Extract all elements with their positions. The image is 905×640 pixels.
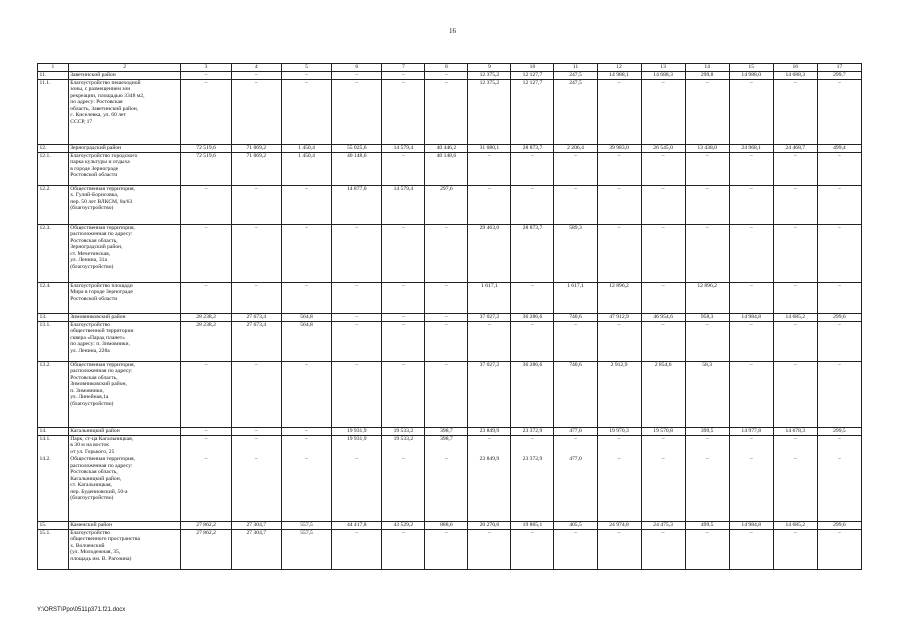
value-cell: – (181, 224, 231, 282)
value-cell: 299,6 (817, 521, 861, 529)
value-cell: 14 685,2 (773, 313, 817, 321)
value-cell: 23 849,9 (468, 456, 511, 521)
value-cell: – (641, 282, 685, 313)
value-cell: 20 270,6 (468, 521, 511, 529)
value-cell: 36 286,6 (511, 313, 554, 321)
value-cell: 2 912,9 (597, 361, 641, 427)
value-cell: 299,8 (685, 71, 729, 79)
value-cell: – (181, 427, 231, 435)
value-cell: – (231, 282, 281, 313)
value-cell: – (425, 361, 468, 427)
value-cell: – (773, 456, 817, 521)
value-cell: 399,5 (685, 427, 729, 435)
value-cell: 24 974,8 (597, 521, 641, 529)
row-name-cell: Благоустройство общественного пространства х. Волченский (ул. Молодежная, 35, площадь им. В. Рагозина) (68, 529, 181, 569)
value-cell: – (382, 71, 425, 79)
row-index-cell: 12.1. (38, 152, 69, 185)
value-cell: 12 375,2 (468, 79, 511, 144)
value-cell: – (641, 79, 685, 144)
value-cell: – (382, 321, 425, 361)
value-cell: – (554, 185, 597, 224)
value-cell: – (231, 224, 281, 282)
value-cell: 589,3 (554, 224, 597, 282)
value-cell: – (641, 152, 685, 185)
value-cell: – (597, 152, 641, 185)
value-cell: – (511, 321, 554, 361)
row-name-cell: Общественная территория, расположенная по адресу: Ростовская область, Кагальницкий район, ст. Кагальницкая, пер. Буденновский, 50-а (благоустройство) (68, 456, 181, 521)
value-cell: 1 617,1 (554, 282, 597, 313)
value-cell: 55 025,6 (332, 144, 382, 152)
value-cell: 14 688,3 (773, 71, 817, 79)
row-index-cell: 13.2. (38, 361, 69, 427)
value-cell: 299,5 (817, 427, 861, 435)
value-cell: – (332, 224, 382, 282)
value-cell: – (332, 313, 382, 321)
value-cell: – (773, 529, 817, 569)
value-cell: 12 375,2 (468, 71, 511, 79)
column-number-header-row (38, 64, 862, 72)
value-cell: – (641, 435, 685, 456)
column-number-header: 17 (817, 64, 861, 72)
value-cell: – (554, 321, 597, 361)
value-cell: – (281, 282, 331, 313)
value-cell: – (773, 185, 817, 224)
value-cell: 247,5 (554, 79, 597, 144)
value-cell: 39 983,0 (597, 144, 641, 152)
value-cell: – (685, 321, 729, 361)
value-cell: – (511, 282, 554, 313)
value-cell: 58,3 (685, 361, 729, 427)
table-row (38, 185, 862, 224)
value-cell: – (382, 79, 425, 144)
row-index-cell: 11. (38, 71, 69, 79)
value-cell: – (425, 224, 468, 282)
value-cell: – (332, 361, 382, 427)
value-cell: 71 069,2 (231, 144, 281, 152)
value-cell: 564,8 (281, 313, 331, 321)
value-cell: 46 954,6 (641, 313, 685, 321)
value-cell: 40 148,6 (425, 152, 468, 185)
value-cell: – (817, 282, 861, 313)
value-cell: – (231, 456, 281, 521)
column-number-header: 11 (554, 64, 597, 72)
value-cell: – (468, 321, 511, 361)
footer-file-path: Y:\ORST\Ppo\0511p371.f21.docx (37, 607, 126, 613)
value-cell: 23 372,9 (511, 456, 554, 521)
value-cell: 14 977,8 (729, 427, 773, 435)
value-cell: 47 912,9 (597, 313, 641, 321)
value-cell: – (729, 456, 773, 521)
value-cell: – (554, 435, 597, 456)
row-name-cell: Благоустройство пешеходной зоны, с размещением зон рекреации, площадью 3348 м2, по адресу: Ростовская область, Заветинский район, с. Киселевка, ул. 60 лет СССР, 17 (68, 79, 181, 144)
value-cell: – (425, 79, 468, 144)
value-cell: 28 873,7 (511, 144, 554, 152)
value-cell: 19 970,3 (597, 427, 641, 435)
value-cell: 1 450,4 (281, 152, 331, 185)
column-number-header: 3 (181, 64, 231, 72)
page-number: 16 (449, 27, 456, 35)
table-row (38, 313, 862, 321)
value-cell: 499,5 (685, 521, 729, 529)
value-cell: – (773, 435, 817, 456)
value-cell: – (181, 282, 231, 313)
value-cell: 477,0 (554, 427, 597, 435)
value-cell: – (231, 79, 281, 144)
value-cell: 24 468,7 (773, 144, 817, 152)
column-number-header: 12 (597, 64, 641, 72)
value-cell: – (729, 529, 773, 569)
value-cell: – (181, 361, 231, 427)
value-cell: 72 519,6 (181, 152, 231, 185)
value-cell: 740,6 (554, 313, 597, 321)
row-index-cell: 12.2. (38, 185, 69, 224)
column-number-header: 5 (281, 64, 331, 72)
row-name-cell: Парк, ст-ца Кагальницкая, в 30 м на восток от ул. Горького, 25 (68, 435, 181, 456)
value-cell: – (773, 152, 817, 185)
value-cell: – (685, 152, 729, 185)
value-cell: – (468, 529, 511, 569)
value-cell: 24 968,1 (729, 144, 773, 152)
row-index-cell: 13. (38, 313, 69, 321)
value-cell: 28 238,2 (181, 321, 231, 361)
row-index-cell: 12. (38, 144, 69, 152)
value-cell: – (231, 361, 281, 427)
column-number-header: 14 (685, 64, 729, 72)
column-number-header: 9 (468, 64, 511, 72)
value-cell: – (511, 185, 554, 224)
value-cell: 37 027,2 (468, 313, 511, 321)
value-cell: – (641, 529, 685, 569)
value-cell: – (231, 71, 281, 79)
value-cell: – (382, 224, 425, 282)
table-row (38, 224, 862, 282)
value-cell: – (685, 435, 729, 456)
value-cell: – (332, 321, 382, 361)
value-cell: – (425, 282, 468, 313)
row-name-cell: Кагальницкий район (68, 427, 181, 435)
value-cell: – (231, 427, 281, 435)
value-cell: – (468, 152, 511, 185)
value-cell: – (554, 152, 597, 185)
value-cell: – (425, 321, 468, 361)
value-cell: 19 931,9 (332, 435, 382, 456)
table-row (38, 144, 862, 152)
value-cell: – (425, 313, 468, 321)
value-cell: 27 862,2 (181, 521, 231, 529)
value-cell: 14 579,4 (382, 144, 425, 152)
value-cell: 27 304,7 (231, 529, 281, 569)
value-cell: 398,7 (425, 427, 468, 435)
row-name-cell: Благоустройство общественной территории сквера «Парад планет» по адресу: п. Зимовники, ул. Ленина, 228а (68, 321, 181, 361)
value-cell: – (231, 435, 281, 456)
row-index-cell: 15. (38, 521, 69, 529)
value-cell: – (281, 224, 331, 282)
value-cell: – (729, 435, 773, 456)
value-cell: 27 862,2 (181, 529, 231, 569)
value-cell: – (597, 185, 641, 224)
value-cell: 27 673,4 (231, 321, 281, 361)
value-cell: – (382, 529, 425, 569)
value-cell: – (382, 456, 425, 521)
value-cell: – (281, 71, 331, 79)
row-index-cell: 12.4. (38, 282, 69, 313)
table-row (38, 529, 862, 569)
value-cell: – (181, 79, 231, 144)
value-cell: 31 080,1 (468, 144, 511, 152)
value-cell: – (281, 435, 331, 456)
row-name-cell: Общественная территория, расположенная по адресу: Ростовская область, Зимовниковский район, п. Зимовники, ул. Линейная,1а (благоустройство) (68, 361, 181, 427)
value-cell: 12 127,7 (511, 79, 554, 144)
value-cell: – (817, 152, 861, 185)
row-name-cell: Зимовниковский район (68, 313, 181, 321)
value-cell: 14 688,3 (641, 71, 685, 79)
value-cell: 14 988,1 (597, 71, 641, 79)
value-cell: – (773, 321, 817, 361)
value-cell: 19 533,2 (382, 427, 425, 435)
value-cell: – (641, 224, 685, 282)
budget-table (37, 63, 862, 570)
row-name-cell: Благоустройство городского парка культуры и отдыха в городе Зернограде Ростовской области (68, 152, 181, 185)
row-name-cell: Каменский район (68, 521, 181, 529)
value-cell: 247,5 (554, 71, 597, 79)
value-cell: 14 579,4 (382, 185, 425, 224)
value-cell: 26 545,0 (641, 144, 685, 152)
value-cell: – (817, 79, 861, 144)
value-cell: 37 027,2 (468, 361, 511, 427)
value-cell: – (281, 456, 331, 521)
value-cell: – (597, 321, 641, 361)
column-number-header: 8 (425, 64, 468, 72)
value-cell: 36 286,6 (511, 361, 554, 427)
value-cell: 557,5 (281, 529, 331, 569)
column-number-header: 2 (68, 64, 181, 72)
value-cell: – (281, 427, 331, 435)
value-cell: – (281, 79, 331, 144)
row-name-cell: Заветинский район (68, 71, 181, 79)
value-cell: – (281, 185, 331, 224)
value-cell: – (817, 361, 861, 427)
value-cell: – (332, 456, 382, 521)
table-body (38, 64, 862, 570)
value-cell: – (554, 529, 597, 569)
value-cell: – (332, 282, 382, 313)
value-cell: 23 849,9 (468, 427, 511, 435)
value-cell: – (773, 224, 817, 282)
value-cell: – (817, 321, 861, 361)
value-cell: – (817, 224, 861, 282)
value-cell: – (729, 361, 773, 427)
table-row (38, 79, 862, 144)
value-cell: – (773, 361, 817, 427)
column-number-header: 13 (641, 64, 685, 72)
value-cell: 28 873,7 (511, 224, 554, 282)
value-cell: – (382, 313, 425, 321)
value-cell: – (511, 435, 554, 456)
value-cell: 19 570,8 (641, 427, 685, 435)
value-cell: – (425, 456, 468, 521)
value-cell: – (817, 529, 861, 569)
column-number-header: 10 (511, 64, 554, 72)
value-cell: 12 896,2 (597, 282, 641, 313)
value-cell: – (597, 435, 641, 456)
row-name-cell: Благоустройство площади Мира в городе Зернограде Ростовской области (68, 282, 181, 313)
value-cell: 297,6 (425, 185, 468, 224)
value-cell: 13 438,0 (685, 144, 729, 152)
value-cell: 2 206,4 (554, 144, 597, 152)
value-cell: – (382, 282, 425, 313)
value-cell: – (773, 282, 817, 313)
value-cell: 71 069,2 (231, 152, 281, 185)
value-cell: 24 475,3 (641, 521, 685, 529)
value-cell: 29 463,0 (468, 224, 511, 282)
table-row (38, 521, 862, 529)
value-cell: 398,7 (425, 435, 468, 456)
value-cell: – (511, 529, 554, 569)
table-row (38, 361, 862, 427)
column-number-header: 15 (729, 64, 773, 72)
row-name-cell: Зерноградский район (68, 144, 181, 152)
value-cell: – (181, 71, 231, 79)
value-cell: – (181, 435, 231, 456)
value-cell: 299,6 (817, 313, 861, 321)
value-cell: 740,6 (554, 361, 597, 427)
value-cell: 28 238,2 (181, 313, 231, 321)
value-cell: – (597, 79, 641, 144)
row-index-cell: 14. (38, 427, 69, 435)
column-number-header: 16 (773, 64, 817, 72)
table-row (38, 282, 862, 313)
value-cell: 14 984,8 (729, 313, 773, 321)
value-cell: – (332, 71, 382, 79)
table-row (38, 71, 862, 79)
value-cell: 40 446,2 (425, 144, 468, 152)
value-cell: – (641, 321, 685, 361)
value-cell: – (817, 435, 861, 456)
value-cell: 72 519,6 (181, 144, 231, 152)
value-cell: 477,0 (554, 456, 597, 521)
value-cell: – (817, 185, 861, 224)
row-index-cell: 14.1. (38, 435, 69, 456)
value-cell: 564,8 (281, 321, 331, 361)
row-name-cell: Общественная территория, х. Гулий-Борисовка, пер. 50 лет ВЛКСМ, 8а/63 (благоустройство) (68, 185, 181, 224)
value-cell: 405,5 (554, 521, 597, 529)
value-cell: – (425, 71, 468, 79)
value-cell: 14 988,0 (729, 71, 773, 79)
value-cell: 12 896,2 (685, 282, 729, 313)
column-number-header: 1 (38, 64, 69, 72)
row-index-cell: 14.2. (38, 456, 69, 521)
value-cell: – (685, 456, 729, 521)
value-cell: 499,4 (817, 144, 861, 152)
value-cell: 12 127,7 (511, 71, 554, 79)
row-index-cell: 12.3. (38, 224, 69, 282)
row-index-cell: 13.1. (38, 321, 69, 361)
column-number-header: 7 (382, 64, 425, 72)
value-cell: – (231, 185, 281, 224)
row-name-cell: Общественная территория, расположенная по адресу: Ростовская область, Зерноградский район, ст. Мечетинская, ул. Ленина, 31а (благоустройство) (68, 224, 181, 282)
value-cell: 19 931,9 (332, 427, 382, 435)
value-cell: – (685, 529, 729, 569)
value-cell: – (729, 224, 773, 282)
row-index-cell: 11.1. (38, 79, 69, 144)
value-cell: 958,3 (685, 313, 729, 321)
value-cell: – (425, 529, 468, 569)
value-cell: – (641, 185, 685, 224)
value-cell: 27 673,4 (231, 313, 281, 321)
value-cell: – (181, 456, 231, 521)
value-cell: – (729, 282, 773, 313)
value-cell: – (382, 361, 425, 427)
value-cell: – (332, 79, 382, 144)
table-row (38, 427, 862, 435)
table-row (38, 456, 862, 521)
value-cell: 1 450,4 (281, 144, 331, 152)
value-cell: – (685, 224, 729, 282)
value-cell: 2 854,6 (641, 361, 685, 427)
value-cell: – (281, 361, 331, 427)
value-cell: – (729, 79, 773, 144)
value-cell: – (468, 435, 511, 456)
value-cell: 299,7 (817, 71, 861, 79)
value-cell: 23 372,9 (511, 427, 554, 435)
value-cell: 14 877,0 (332, 185, 382, 224)
table-row (38, 321, 862, 361)
value-cell: 14 685,2 (773, 521, 817, 529)
value-cell: – (597, 529, 641, 569)
value-cell: – (773, 79, 817, 144)
value-cell: – (597, 224, 641, 282)
value-cell: 27 304,7 (231, 521, 281, 529)
value-cell: 1 617,1 (468, 282, 511, 313)
value-cell: – (729, 321, 773, 361)
value-cell: 888,6 (425, 521, 468, 529)
column-number-header: 4 (231, 64, 281, 72)
value-cell: – (181, 185, 231, 224)
value-cell: 14 678,3 (773, 427, 817, 435)
value-cell: 557,5 (281, 521, 331, 529)
value-cell: – (685, 79, 729, 144)
value-cell: – (641, 456, 685, 521)
value-cell: – (382, 152, 425, 185)
value-cell: – (468, 185, 511, 224)
value-cell: 40 148,6 (332, 152, 382, 185)
table-row (38, 435, 862, 456)
column-number-header: 6 (332, 64, 382, 72)
value-cell: 14 984,8 (729, 521, 773, 529)
row-index-cell: 15.1. (38, 529, 69, 569)
table-row (38, 152, 862, 185)
value-cell: – (511, 152, 554, 185)
value-cell: 44 417,8 (332, 521, 382, 529)
value-cell: 19 865,1 (511, 521, 554, 529)
value-cell: – (332, 529, 382, 569)
value-cell: – (817, 456, 861, 521)
value-cell: – (729, 185, 773, 224)
value-cell: 43 529,2 (382, 521, 425, 529)
value-cell: – (685, 185, 729, 224)
value-cell: – (597, 456, 641, 521)
value-cell: – (729, 152, 773, 185)
value-cell: 19 533,2 (382, 435, 425, 456)
